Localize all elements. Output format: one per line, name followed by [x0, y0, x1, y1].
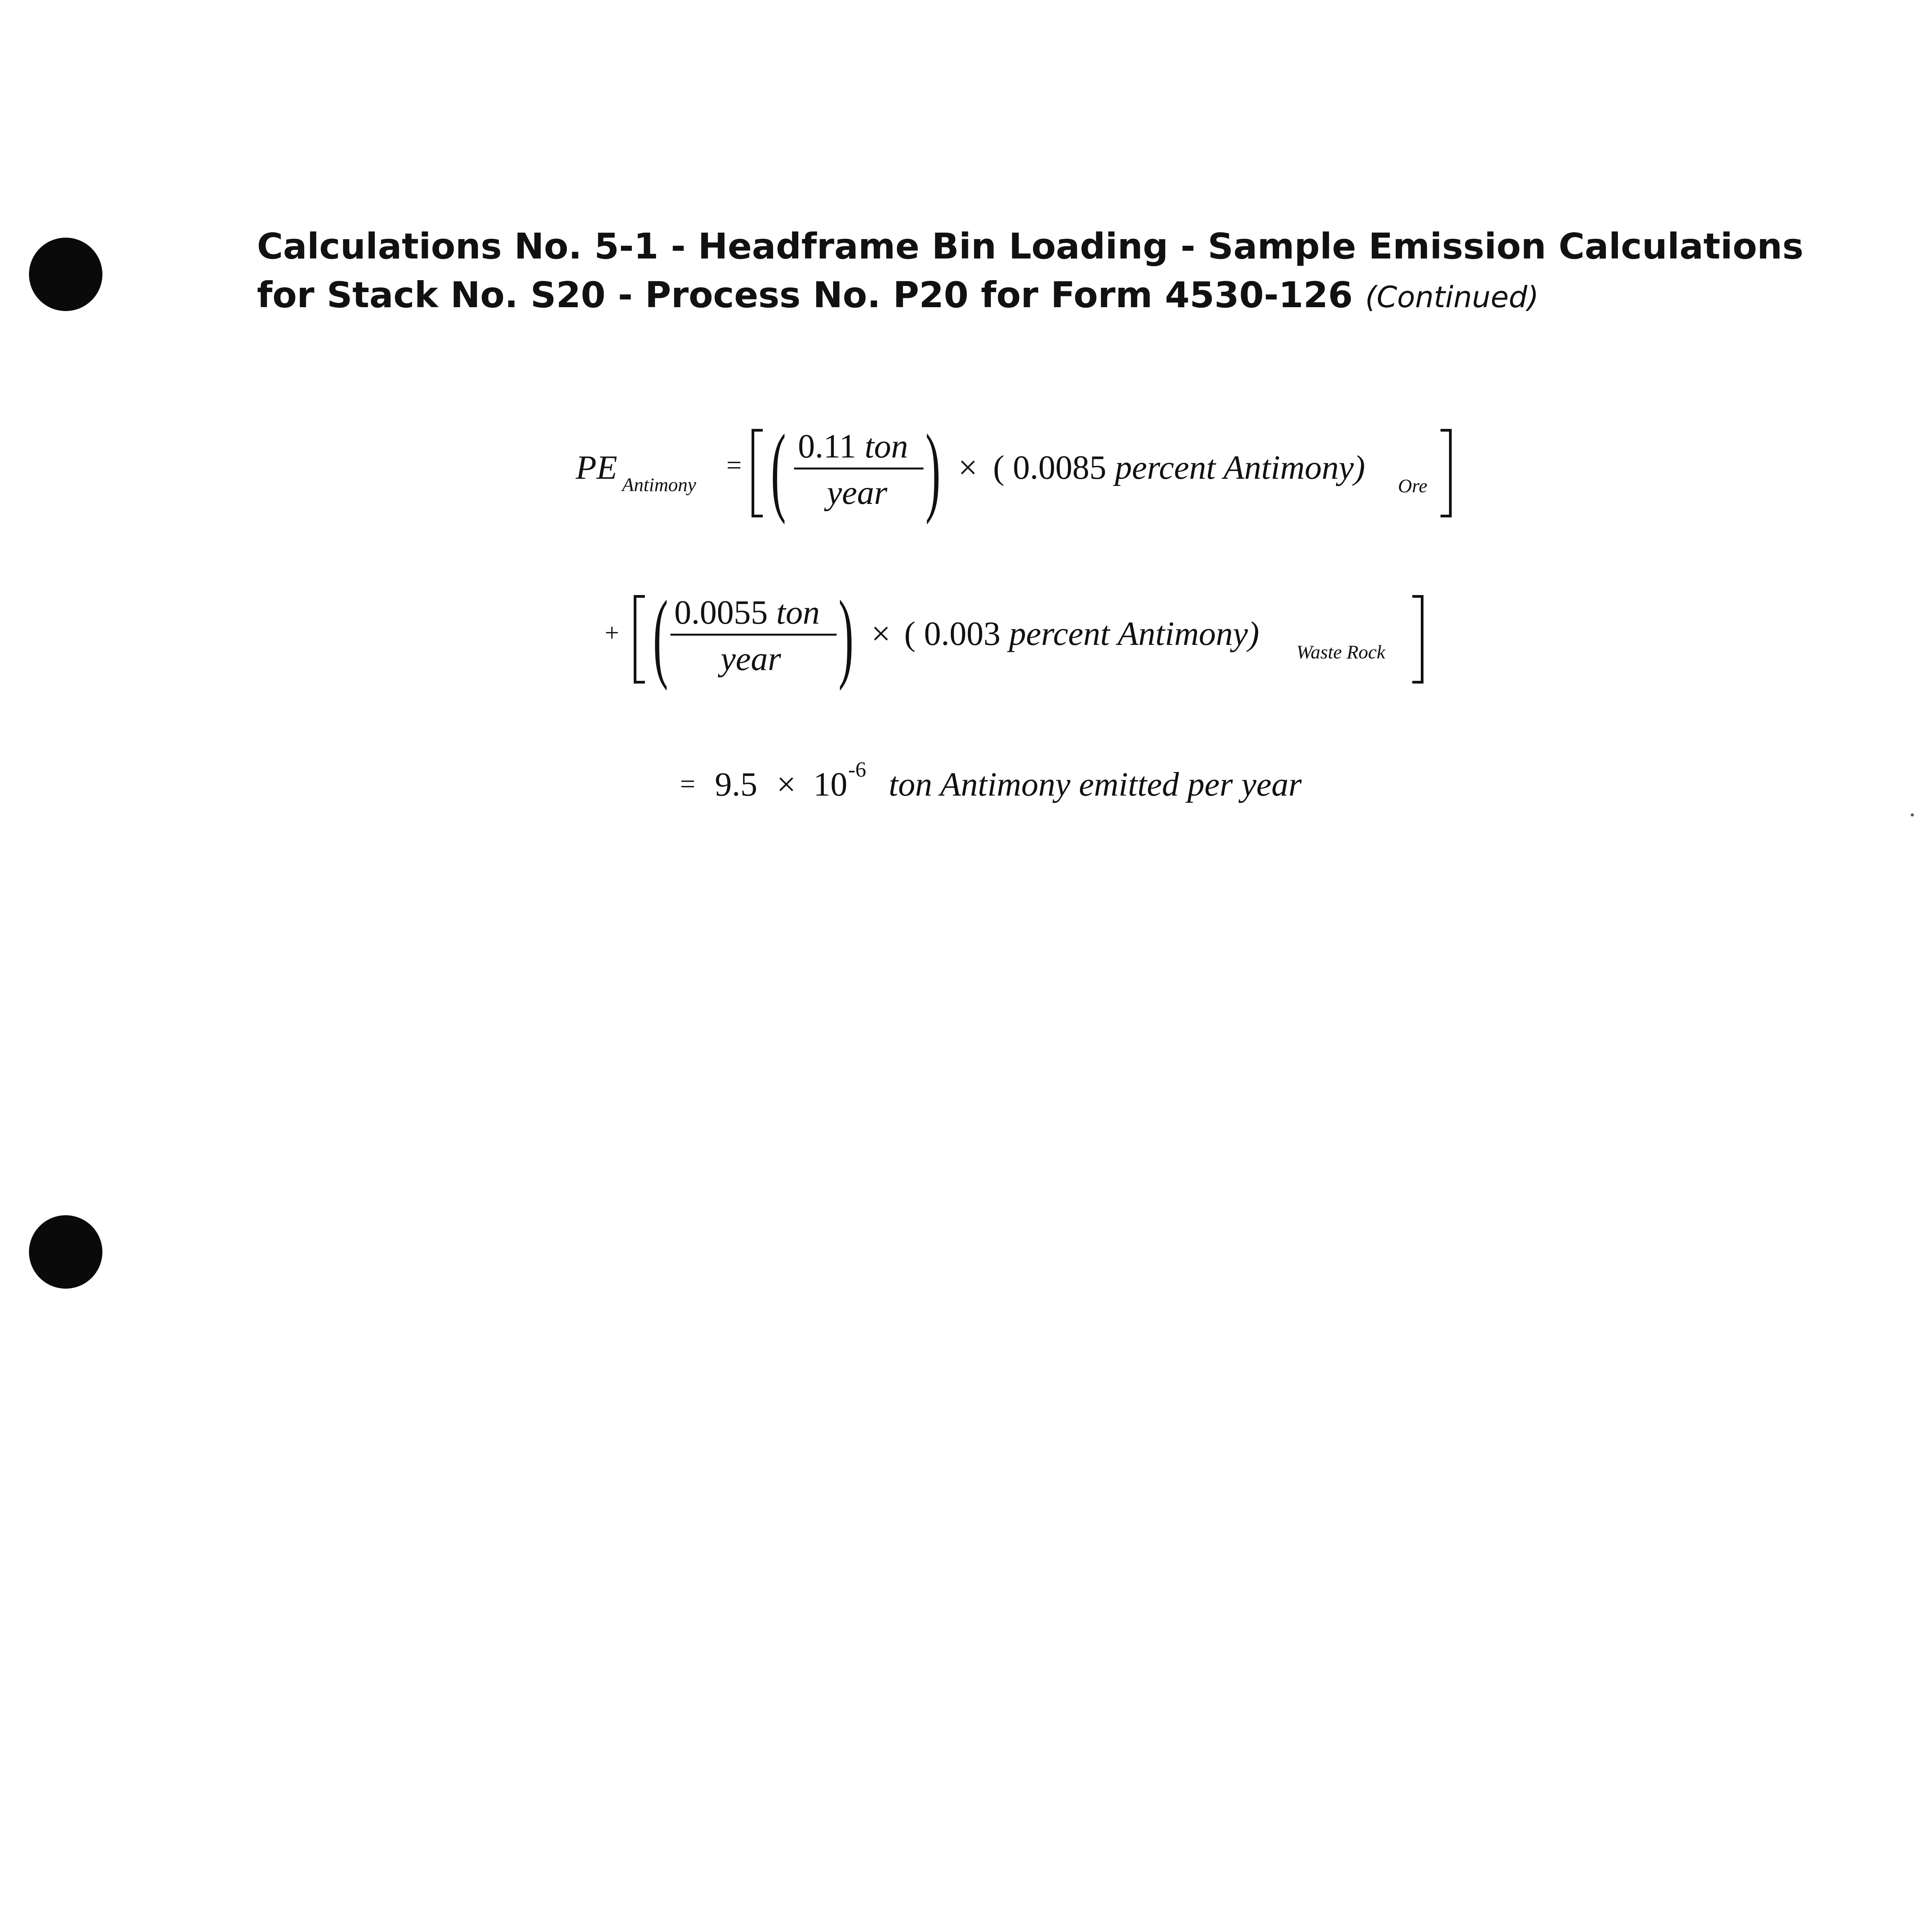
lhs-subscript: Antimony — [622, 474, 696, 495]
page-title — [257, 222, 1841, 321]
right-bracket-1 — [1440, 429, 1452, 517]
times-sign-1: × — [958, 449, 978, 486]
plus-sign: + — [605, 619, 619, 647]
term1-fraction-line — [794, 468, 923, 469]
scan-speck — [1911, 813, 1914, 816]
right-bracket-2 — [1412, 595, 1423, 684]
term2-numerator: 0.0055 ton — [674, 594, 820, 631]
result-equals: = — [680, 769, 696, 799]
binder-hole-top — [29, 238, 102, 311]
equals-sign-1: = — [726, 451, 742, 480]
result-mantissa: 9.5 — [715, 766, 757, 803]
term1-factor-subscript: Ore — [1398, 475, 1427, 497]
term2-factor: ( 0.003 percent Antimony) — [904, 615, 1259, 653]
result-exponent: -6 — [848, 758, 866, 782]
term2-factor-subscript: Waste Rock — [1296, 641, 1386, 663]
right-paren-1: ) — [925, 414, 940, 525]
term1-denominator: year — [827, 474, 888, 512]
times-sign-2: × — [871, 615, 891, 653]
term1-factor: ( 0.0085 percent Antimony) — [993, 449, 1365, 486]
term2-denominator: year — [721, 640, 781, 678]
term2-fraction-line — [670, 634, 837, 636]
binder-hole-middle — [29, 1215, 102, 1289]
title-continued: (Continued) — [1365, 280, 1539, 314]
right-paren-2: ) — [838, 580, 854, 691]
term1-numerator: 0.11 ton — [798, 428, 908, 465]
result-base: 10 — [813, 766, 847, 803]
left-paren-2: ( — [653, 580, 668, 691]
result-times: × — [777, 766, 796, 803]
left-bracket-1 — [752, 429, 763, 517]
left-bracket-2 — [634, 595, 645, 684]
lhs-symbol: PE — [576, 449, 617, 486]
title-text: Calculations No. 5-1 - Headframe Bin Loading - Sample Emission Calculations for Stack No. S20 - Process No. P20 for Form 4530-126 — [257, 226, 1804, 316]
left-paren-1: ( — [771, 414, 786, 525]
result-text: ton Antimony emitted per year — [889, 766, 1302, 803]
